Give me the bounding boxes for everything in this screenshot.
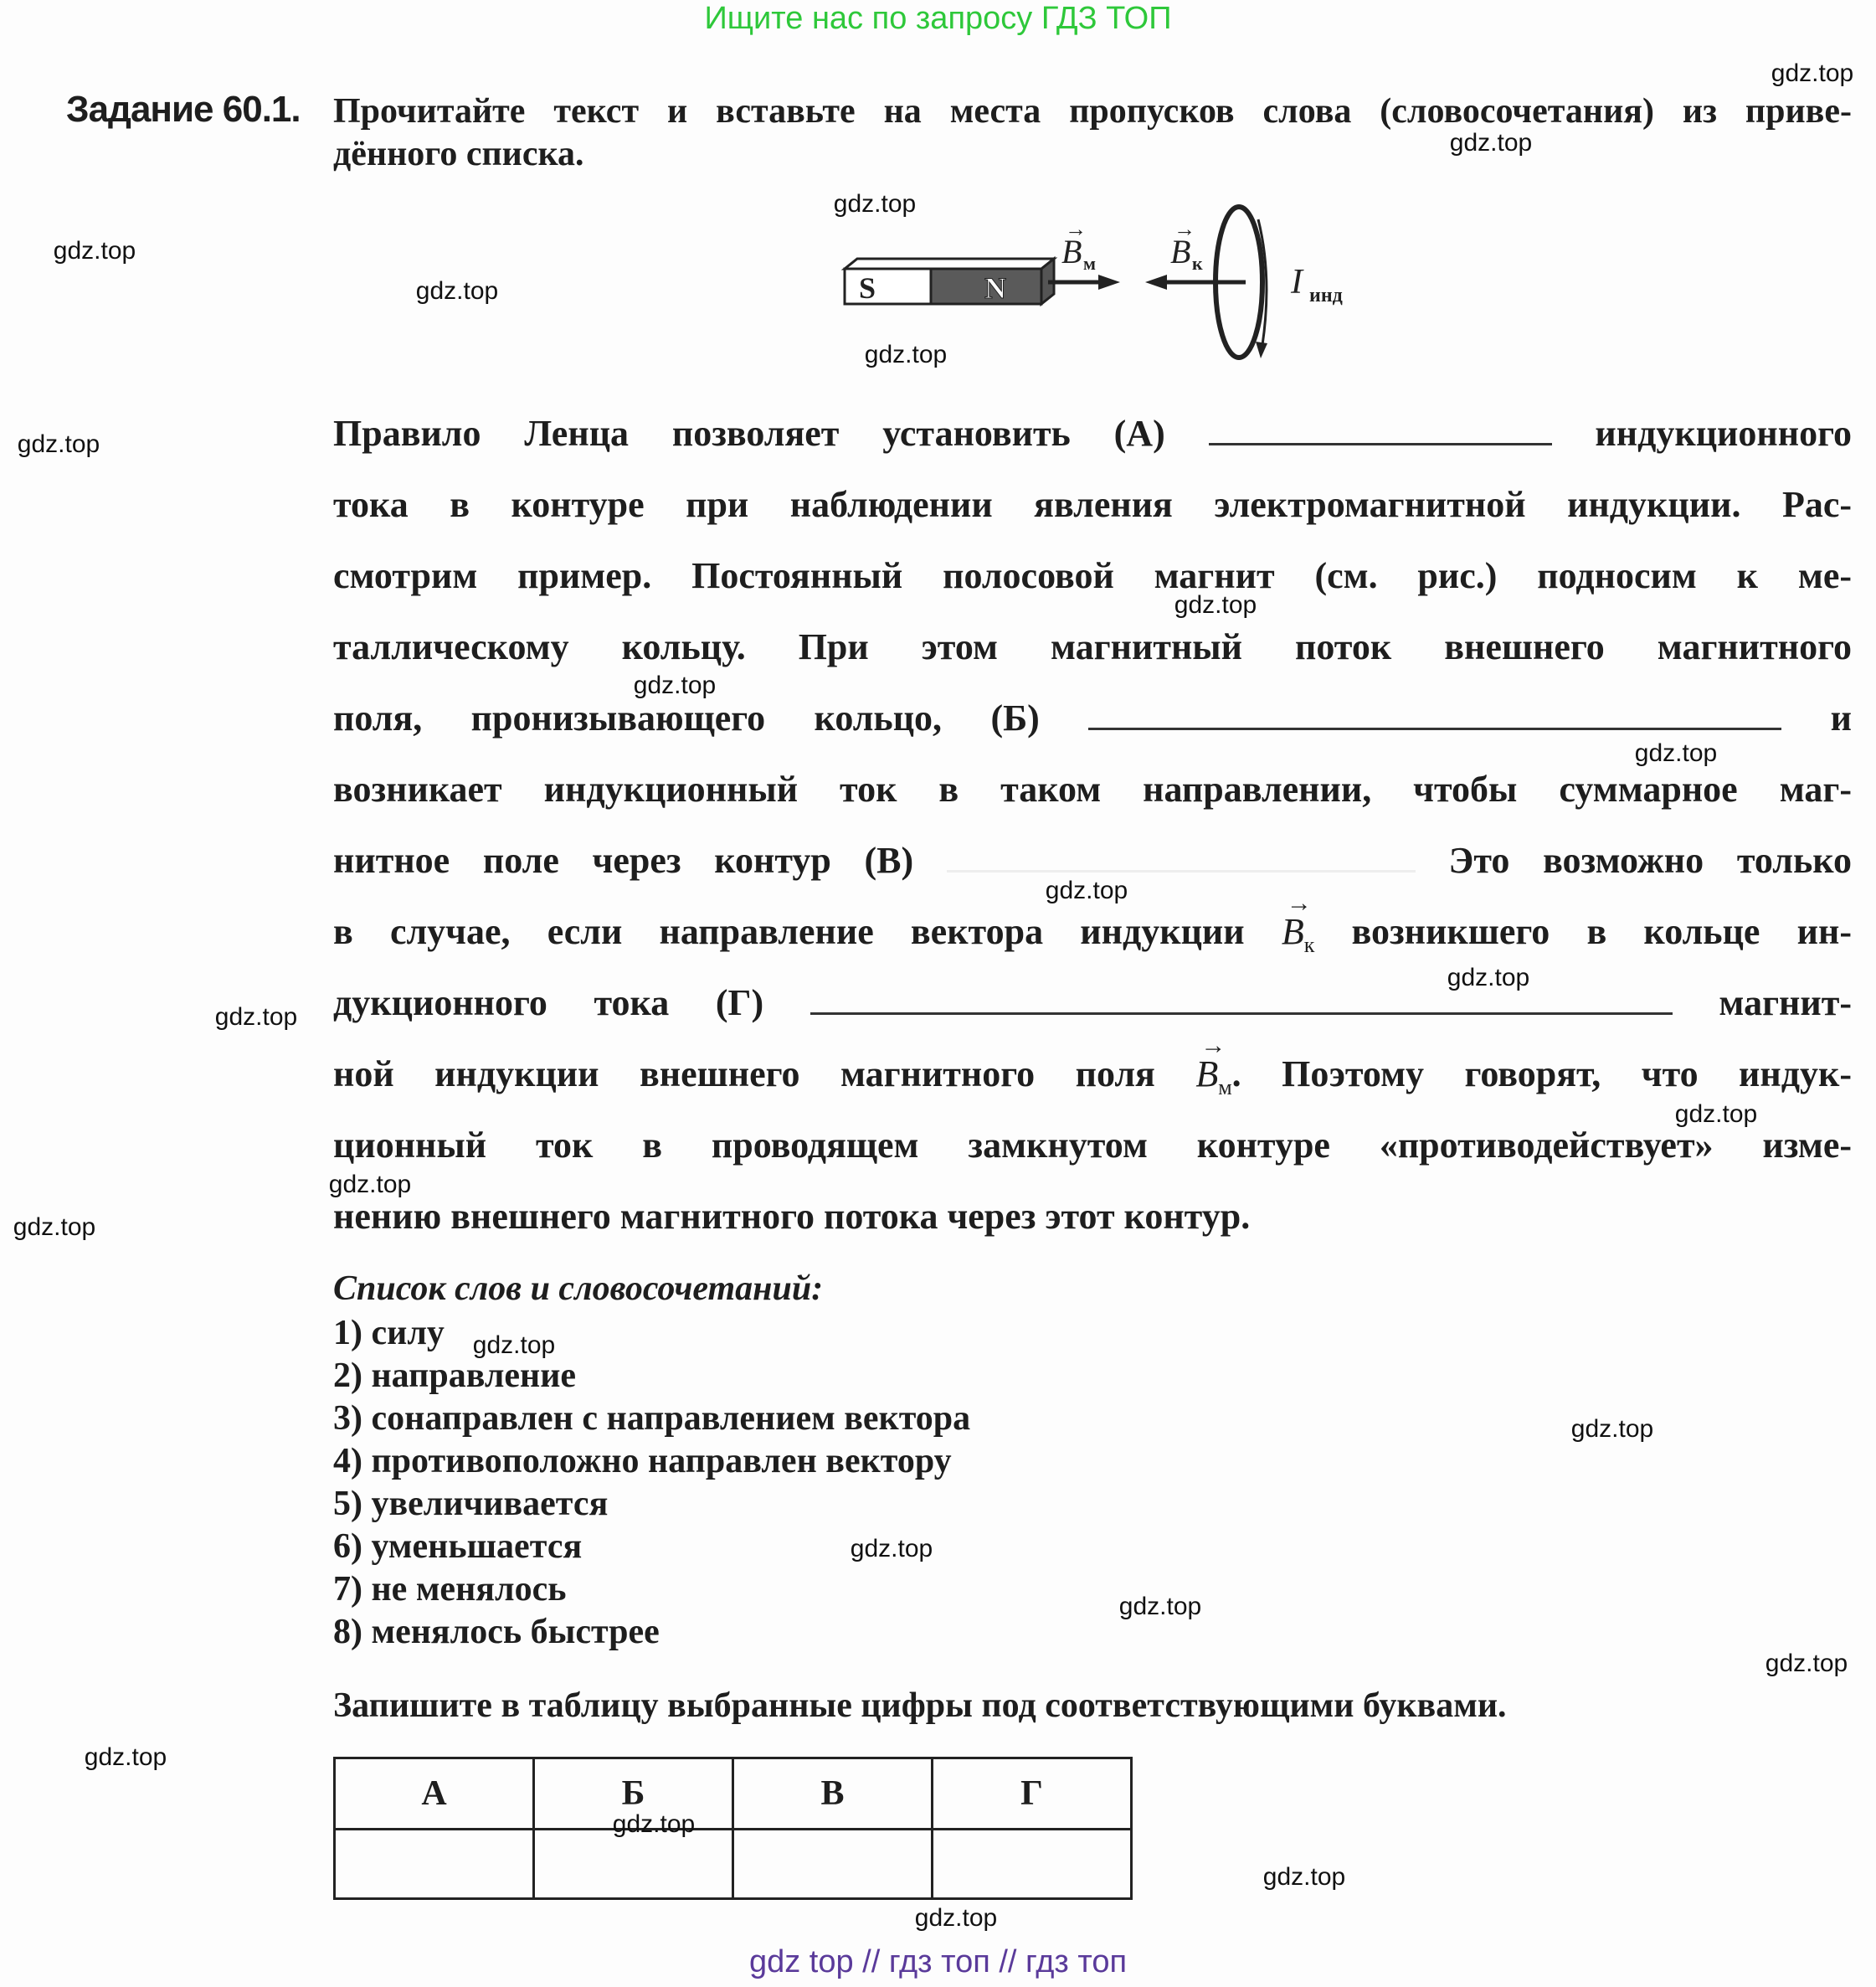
text-line: ционный ток в проводящем замкнутом контуре «противодействует» изме-	[333, 1125, 1852, 1166]
watermark: gdz.top	[1674, 1100, 1758, 1128]
watermark: gdz.top	[1447, 964, 1530, 991]
instructions-line: Прочитайте текст и вставьте на места пропусков слова (словосочетания) из приве-	[333, 92, 1852, 131]
watermark: gdz.top	[1765, 1650, 1848, 1677]
footer-links[interactable]: gdz top // гдз топ // гдз топ	[748, 1944, 1128, 1979]
watermark: gdz.top	[914, 1904, 998, 1932]
text-line: таллическому кольцу. При этом магнитный поток внешнего магнитного	[333, 626, 1852, 667]
watermark: gdz.top	[415, 277, 499, 305]
bar-magnet	[845, 259, 1054, 305]
list-item: 4) противоположно направлен вектору	[333, 1442, 952, 1480]
watermark: gdz.top	[850, 1535, 933, 1562]
watermark: gdz.top	[633, 672, 717, 699]
blank-a[interactable]	[1209, 413, 1552, 445]
text-segment: магнит-	[1719, 982, 1853, 1023]
text-segment: поля, пронизывающего кольцо, (Б)	[333, 698, 1040, 739]
table-instruction: Запишите в таблицу выбранные цифры под соответствующими буквами.	[333, 1686, 1507, 1725]
column-header-a: А	[335, 1758, 534, 1830]
watermark: gdz.top	[17, 430, 100, 458]
list-item: 6) уменьшается	[333, 1527, 583, 1566]
watermark: gdz.top	[612, 1810, 696, 1838]
answer-table	[333, 1757, 1133, 1900]
text-segment: и	[1830, 698, 1853, 739]
list-item: 8) менялось быстрее	[333, 1613, 660, 1651]
text-segment: возникшего в кольце ин-	[1351, 911, 1852, 952]
watermark: gdz.top	[1118, 1593, 1202, 1620]
text-segment: индукционного	[1595, 413, 1852, 454]
vector-b-ring: → $B_к$	[1281, 889, 1315, 957]
list-item: 5) увеличивается	[333, 1485, 609, 1523]
watermark: gdz.top	[1771, 59, 1854, 87]
watermark: gdz.top	[1045, 877, 1128, 904]
pole-s-label: S	[859, 271, 876, 305]
svg-text:→: →	[1174, 217, 1195, 241]
blank-b[interactable]	[1088, 698, 1781, 730]
svg-text:→: →	[1065, 217, 1087, 241]
watermark: gdz.top	[864, 341, 948, 368]
watermark: gdz.top	[328, 1171, 412, 1198]
watermark: gdz.top	[1174, 591, 1257, 619]
text-segment: нитное поле через контур (В)	[333, 840, 914, 881]
watermark: gdz.top	[472, 1331, 556, 1359]
text-line: смотрим пример. Постоянный полосовой магнит (см. рис.) подносим к ме-	[333, 555, 1852, 596]
list-item: 1) силу	[333, 1314, 445, 1352]
pole-n-label: N	[984, 271, 1006, 305]
lenz-rule-text	[333, 409, 1852, 1263]
answer-cell-v[interactable]	[733, 1830, 933, 1899]
watermark: gdz.top	[1570, 1415, 1654, 1443]
vector-b-magnet: → $B_м$	[1195, 1032, 1232, 1099]
watermark: gdz.top	[1634, 739, 1718, 767]
watermark: gdz.top	[13, 1213, 96, 1241]
watermark: gdz.top	[214, 1003, 298, 1031]
svg-text:м: м	[1083, 253, 1096, 274]
task-title: Задание 60.1.	[66, 89, 301, 130]
instructions-line: дённого списка.	[333, 135, 584, 173]
text-segment: Правило Ленца позволяет установить (А)	[333, 413, 1165, 454]
answer-cell-b[interactable]	[534, 1830, 733, 1899]
list-item: 3) сонаправлен с направлением вектора	[333, 1399, 971, 1438]
b-ring-arrow	[1145, 275, 1246, 290]
column-header-b: Б	[534, 1758, 733, 1830]
text-line: нению внешнего магнитного потока через этот контур.	[333, 1196, 1251, 1237]
column-header-v: В	[733, 1758, 933, 1830]
list-item: 2) направление	[333, 1356, 577, 1395]
watermark: gdz.top	[1449, 129, 1533, 157]
text-segment: Это возможно только	[1448, 840, 1852, 881]
column-header-g: Г	[933, 1758, 1132, 1830]
text-line: тока в контуре при наблюдении явления электромагнитной индукции. Рас-	[333, 484, 1852, 525]
text-segment: ной индукции внешнего магнитного поля	[333, 1053, 1155, 1094]
blank-v[interactable]	[947, 840, 1416, 873]
watermark: gdz.top	[84, 1743, 167, 1771]
watermark: gdz.top	[833, 190, 917, 218]
svg-text:инд: инд	[1309, 285, 1343, 306]
svg-text:к: к	[1192, 253, 1203, 274]
list-item: 7) не менялось	[333, 1570, 567, 1609]
text-line: возникает индукционный ток в таком направлении, чтобы суммарное маг-	[333, 769, 1852, 810]
search-banner: Ищите нас по запросу ГДЗ ТОП	[704, 1, 1172, 36]
word-list	[333, 1312, 970, 1654]
b-ring-label: B	[1170, 233, 1191, 270]
answer-cell-a[interactable]	[335, 1830, 534, 1899]
blank-g[interactable]	[810, 982, 1673, 1015]
watermark: gdz.top	[53, 237, 136, 265]
text-segment: в случае, если направление вектора индукции	[333, 911, 1245, 952]
text-segment: дукционного тока (Г)	[333, 982, 764, 1023]
watermark: gdz.top	[1262, 1863, 1346, 1891]
b-magnet-label: B	[1061, 233, 1082, 270]
answer-cell-g[interactable]	[933, 1830, 1132, 1899]
text-segment: . Поэтому говорят, что индук-	[1231, 1053, 1853, 1094]
b-magnet-arrow	[1048, 275, 1120, 290]
current-label: I	[1291, 263, 1303, 301]
word-list-heading: Список слов и словосочетаний:	[333, 1269, 824, 1308]
task-instructions	[333, 90, 1852, 176]
